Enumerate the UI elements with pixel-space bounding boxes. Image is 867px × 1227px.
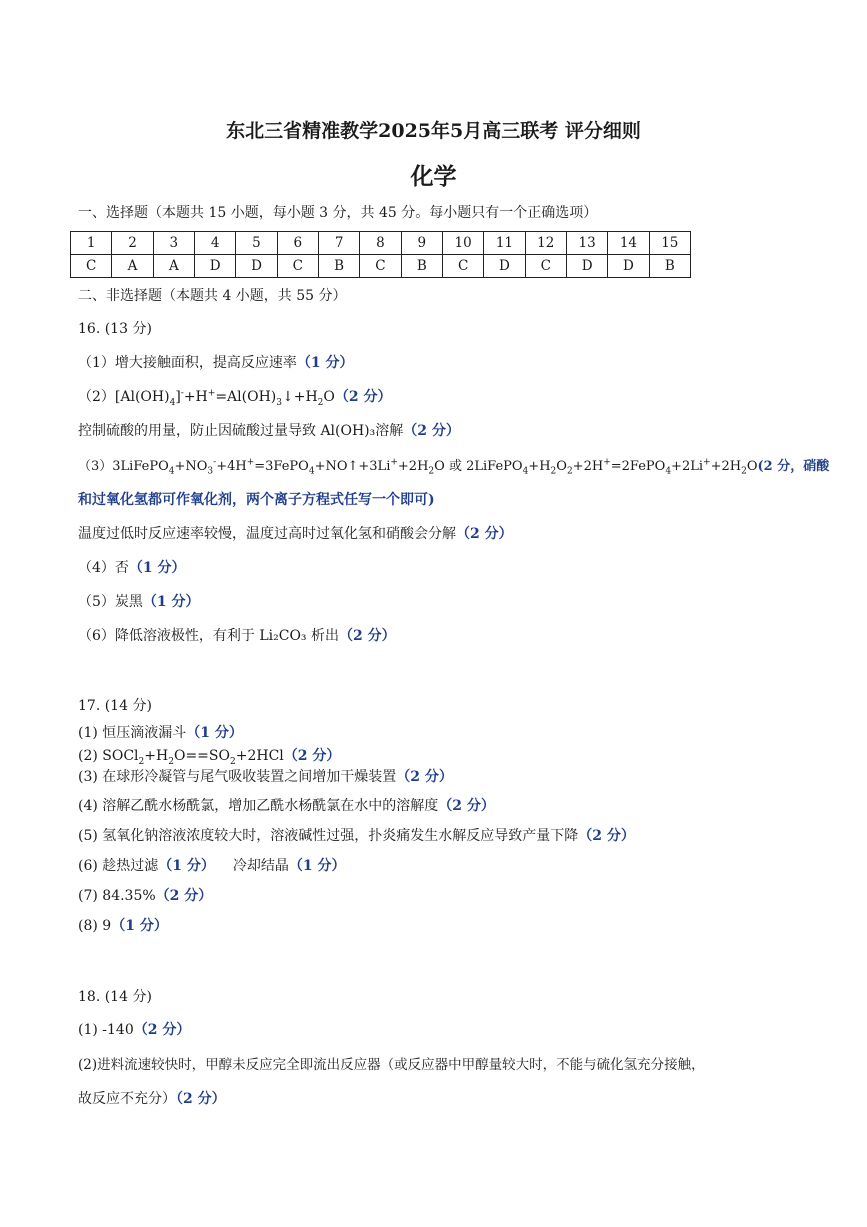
q18-line <box>78 1021 190 1039</box>
answer-text: (7) 84.35% <box>78 888 156 904</box>
score-label: （1 分） <box>111 918 168 934</box>
answer-cell: A <box>112 255 153 278</box>
answer-text: 冷却结晶 <box>232 858 289 874</box>
question-number: 15 <box>649 232 690 255</box>
answer-cell: A <box>153 255 194 278</box>
score-label: （1 分） <box>128 560 186 576</box>
answer-cell: D <box>236 255 277 278</box>
answer-cell: D <box>608 255 649 278</box>
q17-line <box>78 797 495 815</box>
q17-title: 17. (14 分) <box>78 698 152 714</box>
score-label: （2 分） <box>578 828 635 844</box>
answer-table <box>70 231 691 278</box>
question-number-row <box>71 232 691 255</box>
answer-cell: C <box>71 255 112 278</box>
answer-text: (1) -140 <box>78 1022 134 1038</box>
question-number: 12 <box>525 232 566 255</box>
q17-line <box>78 887 212 905</box>
score-label: （2 分） <box>456 526 513 542</box>
q18-line: (2)进料流速较快时，甲醇未反应完全即流出反应器（或反应器中甲醇量较大时，不能与硫化氢充分接触， <box>78 1057 705 1073</box>
answer-text: (5) 氢氧化钠溶液浓度较大时，溶液碱性过强，扑炎痛发生水解反应导致产量下降 <box>78 828 579 844</box>
q16-line <box>78 593 200 611</box>
score-label: （1 分） <box>186 725 243 741</box>
score-label: （2 分） <box>176 1091 226 1107</box>
score-label: （2 分） <box>339 628 396 644</box>
question-number: 9 <box>401 232 442 255</box>
answer-text: （4）否 <box>78 560 129 576</box>
subject-title: 化学 <box>410 163 457 190</box>
answer-text: （5）炭黑 <box>78 594 143 610</box>
score-label: （2 分） <box>155 888 213 904</box>
answer-cell: C <box>525 255 566 278</box>
answer-text: (6) 趁热过滤 <box>78 858 159 874</box>
answer-cell: D <box>566 255 607 278</box>
question-number: 10 <box>442 232 483 255</box>
answer-text: (1) 恒压滴液漏斗 <box>78 725 187 741</box>
q16-line <box>78 422 460 440</box>
question-number: 3 <box>153 232 194 255</box>
q18-line <box>78 1090 226 1108</box>
q16-note: 和过氧化氢都可作氧化剂，两个离子方程式任写一个即可) <box>78 492 435 508</box>
answer-text: (2) $SOCl_2+H_2O==SO_2+2HCl$ <box>78 748 284 767</box>
answer-text: (8) 9 <box>78 918 112 934</box>
question-number: 5 <box>236 232 277 255</box>
answer-cell: B <box>649 255 690 278</box>
question-number: 1 <box>71 232 112 255</box>
answer-cell: C <box>277 255 318 278</box>
answer-text: $(3)3LiFePO_4+NO_3^-+4H^+=3FePO_4+NO↑+3Li^++2H_2O$ 或 $2LiFePO_4+H_2O_2+2H^+=2FePO_4+2Li^++2H_2O$ <box>78 457 758 477</box>
question-number: 4 <box>194 232 235 255</box>
score-label: （2 分） <box>334 389 392 405</box>
q16-line <box>78 458 829 476</box>
question-number: 2 <box>112 232 153 255</box>
answer-cell: D <box>484 255 525 278</box>
answer-text: $(2)[Al(OH)_4]^-+H^+=Al(OH)_3↓+H_2O$ <box>78 388 335 408</box>
q16-title: 16. (13 分) <box>78 321 152 337</box>
question-number: 6 <box>277 232 318 255</box>
section2-heading: 二、非选择题（本题共 4 小题，共 55 分） <box>78 288 347 304</box>
answer-row <box>71 255 691 278</box>
question-number: 14 <box>608 232 649 255</box>
question-number: 7 <box>318 232 359 255</box>
score-label: （2 分） <box>133 1022 191 1038</box>
answer-text: (3) 在球形冷凝管与尾气吸收装置之间增加干燥装置 <box>78 769 397 785</box>
q17-line <box>78 827 635 845</box>
section1-heading: 一、选择题（本题共 15 小题，每小题 3 分，共 45 分。每小题只有一个正确选项） <box>78 205 598 221</box>
q16-line <box>78 525 513 543</box>
q17-line <box>78 857 346 875</box>
q16-line <box>78 388 392 406</box>
score-label: （1 分） <box>296 355 354 371</box>
score-label: （2 分） <box>438 798 495 814</box>
q16-line <box>78 627 396 645</box>
answer-text: 故反应不充分） <box>78 1091 176 1107</box>
q17-line <box>78 768 453 786</box>
score-label: （2 分） <box>283 748 341 764</box>
score-label: (2 分，硝酸 <box>757 459 830 474</box>
answer-text: （6）降低溶液极性，有利于 Li₂CO₃ 析出 <box>78 628 339 644</box>
question-number: 8 <box>360 232 401 255</box>
answer-cell: B <box>318 255 359 278</box>
q17-line <box>78 917 168 935</box>
answer-text: （1）增大接触面积，提高反应速率 <box>78 355 297 371</box>
q16-line <box>78 559 186 577</box>
answer-cell: D <box>194 255 235 278</box>
score-label: （1 分） <box>142 594 200 610</box>
question-number: 11 <box>484 232 525 255</box>
question-number: 13 <box>566 232 607 255</box>
score-label: （1 分） <box>158 858 215 874</box>
answer-cell: C <box>360 255 401 278</box>
answer-text: 控制硫酸的用量，防止因硫酸过量导致 Al(OH)₃溶解 <box>78 423 404 439</box>
q18-title: 18. (14 分) <box>78 989 152 1005</box>
score-label: （2 分） <box>396 769 453 785</box>
q17-line <box>78 747 340 765</box>
score-label: （1 分） <box>288 858 346 874</box>
document-title: 东北三省精准教学2025年5月高三联考 评分细则 <box>226 120 641 142</box>
score-label: （2 分） <box>403 423 460 439</box>
answer-text: (4) 溶解乙酰水杨酰氯，增加乙酰水杨酰氯在水中的溶解度 <box>78 798 439 814</box>
answer-text: 温度过低时反应速率较慢，温度过高时过氧化氢和硝酸会分解 <box>78 526 456 542</box>
q16-line <box>78 354 354 372</box>
q17-line <box>78 724 243 742</box>
answer-cell: C <box>442 255 483 278</box>
answer-cell: B <box>401 255 442 278</box>
